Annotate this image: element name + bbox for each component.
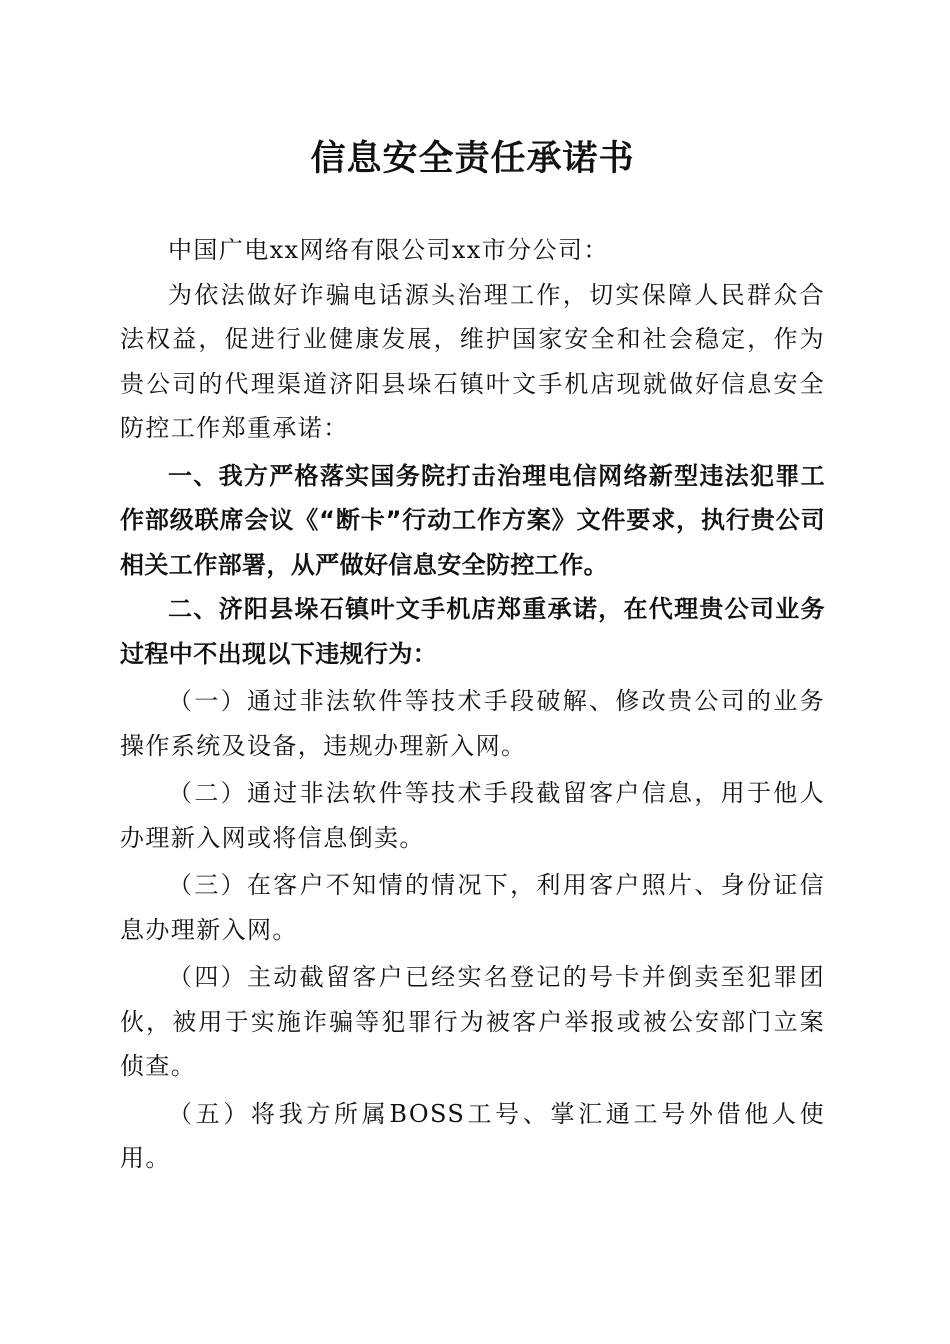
- violation-item-5: （五）将我方所属BOSS工号、掌汇通工号外借他人使用。: [120, 1099, 825, 1172]
- clause-one: 一、我方严格落实国务院打击治理电信网络新型违法犯罪工作部级联席会议《“断卡”行动工作方案》文件要求，执行贵公司相关工作部署，从严做好信息安全防控工作。: [120, 461, 825, 579]
- violation-item-4: （四）主动截留客户已经实名登记的号卡并倒卖至犯罪团伙，被用于实施诈骗等犯罪行为被客户举报或被公安部门立案侦查。: [120, 963, 825, 1080]
- document-body: [120, 228, 825, 1181]
- intro-paragraph: 为依法做好诈骗电话源头治理工作，切实保障人民群众合法权益，促进行业健康发展，维护国家安全和社会稳定，作为贵公司的代理渠道济阳县垛石镇叶文手机店现就做好信息安全防控工作郑重承诺：: [120, 280, 825, 442]
- clause-two: 二、济阳县垛石镇叶文手机店郑重承诺，在代理贵公司业务过程中不出现以下违规行为：: [120, 595, 825, 668]
- salutation: 中国广电xx网络有限公司xx市分公司：: [168, 236, 609, 264]
- document-title: 信息安全责任承诺书: [310, 138, 635, 179]
- violation-item-1: （一）通过非法软件等技术手段破解、修改贵公司的业务操作系统及设备，违规办理新入网。: [120, 687, 825, 760]
- violation-item-3: （三）在客户不知情的情况下，利用客户照片、身份证信息办理新入网。: [120, 871, 825, 944]
- violation-item-2: （二）通过非法软件等技术手段截留客户信息，用于他人办理新入网或将信息倒卖。: [120, 779, 825, 852]
